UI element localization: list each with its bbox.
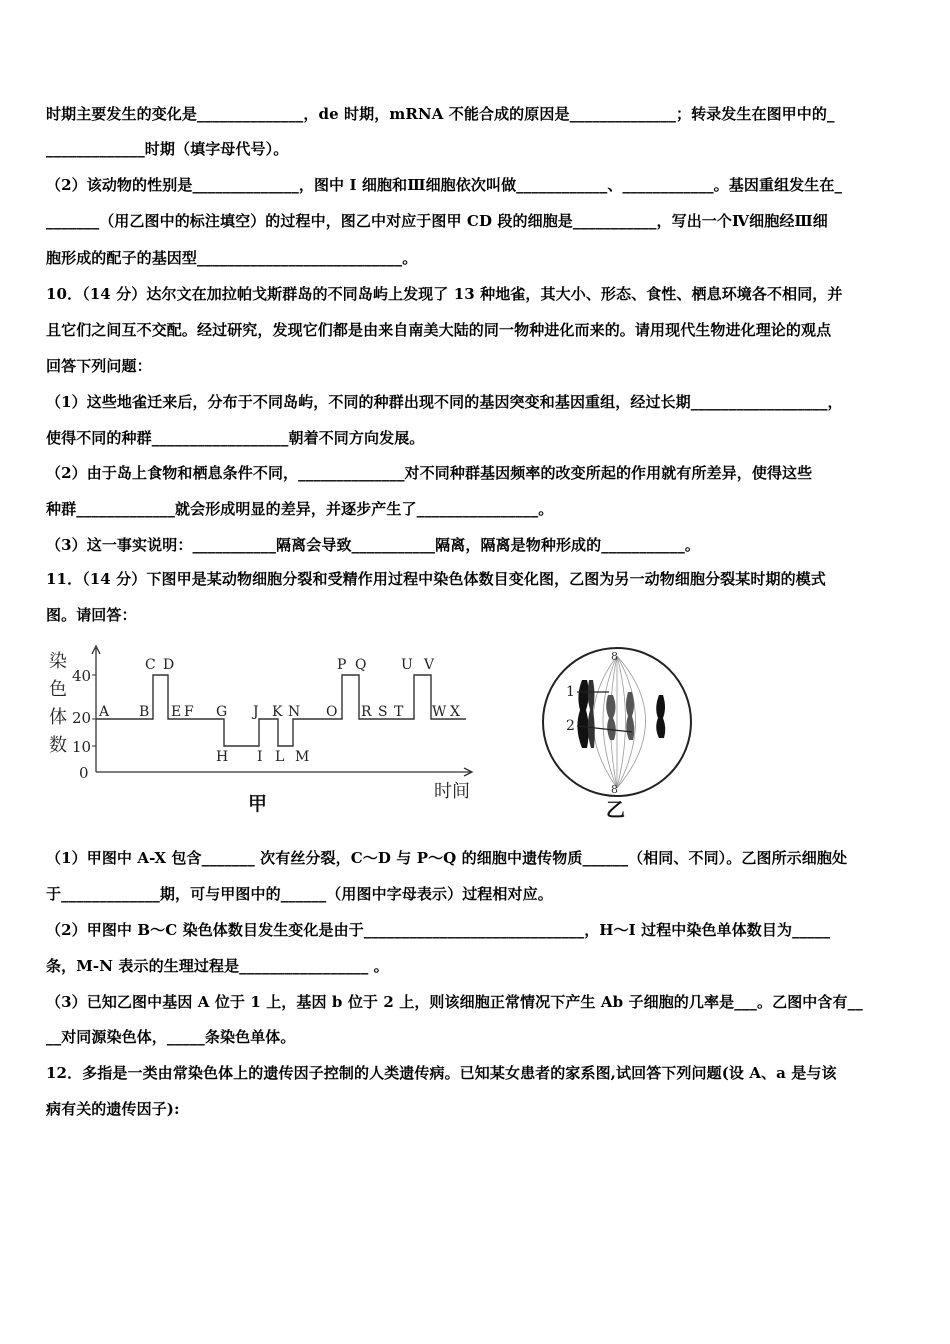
ylabel-char: 数 xyxy=(49,735,67,756)
caption-jia: 甲 xyxy=(248,793,268,815)
point-label: O xyxy=(326,704,338,720)
point-label: J xyxy=(253,704,259,720)
text-line: （3）已知乙图中基因 A 位于 1 上，基因 b 位于 2 上，则该细胞正常情况下产生 Ab 子细胞的几率是___。乙图中含有__ xyxy=(46,993,863,1011)
text-line: 于_____________期，可与甲图中的______（用图中字母表示）过程相对应。 xyxy=(46,885,553,903)
xlabel: 时间 xyxy=(434,781,470,802)
point-label: M xyxy=(295,749,310,765)
point-label: A xyxy=(99,704,110,720)
text-line: （2）该动物的性别是______________，图中 Ⅰ 细胞和Ⅲ细胞依次叫做____________、____________。基因重组发生在_ xyxy=(46,176,843,194)
ytick: 40 xyxy=(72,667,92,685)
point-label: C xyxy=(145,657,156,673)
point-label: H xyxy=(216,749,229,765)
ytick: 10 xyxy=(72,738,92,756)
text-line: （1）这些地雀迁来后，分布于不同岛屿，不同的种群出现不同的基因突变和基因重组，经过长期__________________， xyxy=(46,393,843,411)
text-line: _______（用乙图中的标注填空）的过程中，图乙中对应于图甲 CD 段的细胞是___________，写出一个Ⅳ细胞经Ⅲ细 xyxy=(46,212,828,230)
text-line: 条，M-N 表示的生理过程是_________________ 。 xyxy=(46,957,389,975)
text-line: 使得不同的种群__________________朝着不同方向发展。 xyxy=(46,429,425,447)
question-10: 10．（14 分）达尔文在加拉帕戈斯群岛的不同岛屿上发现了 13 种地雀，其大小、形态、食性、栖息环境各不相同，并 xyxy=(46,285,843,303)
point-label: W xyxy=(432,704,447,720)
text-line: （2）甲图中 B～C 染色体数目发生变化是由于_____________________________，H～I 过程中染色单体数目为_____ xyxy=(46,921,831,939)
point-label: I xyxy=(257,749,263,765)
point-label: K xyxy=(272,704,283,720)
text-line: 图。请回答： xyxy=(46,606,137,624)
text-line: （2）由于岛上食物和栖息条件不同，______________对不同种群基因频率的改变所起的作用就有所差异，使得这些 xyxy=(46,464,813,482)
point-label: F xyxy=(184,704,194,720)
centrosome-top: 8 xyxy=(611,650,618,663)
point-label: N xyxy=(288,704,301,720)
text-line: __对同源染色体，_____条染色单体。 xyxy=(46,1028,296,1046)
cell-division-diagram xyxy=(514,640,704,825)
figure-area xyxy=(46,640,908,825)
caption-yi: 乙 xyxy=(606,799,626,821)
text-line: 胞形成的配子的基因型___________________________。 xyxy=(46,249,418,267)
ytick: 20 xyxy=(72,709,92,727)
chromosome-count-chart xyxy=(46,640,486,825)
text-line: （1）甲图中 A-X 包含_______ 次有丝分裂，C～D 与 P～Q 的细胞中遗传物质______（相同、不同）。乙图所示细胞处 xyxy=(46,849,848,867)
question-12: 12．多指是一类由常染色体上的遗传因子控制的人类遗传病。已知某女患者的家系图,试回答下列问题(设 A、a 是与该 xyxy=(46,1064,837,1082)
point-label: D xyxy=(163,657,175,673)
point-label: L xyxy=(275,749,285,765)
text-line: （3）这一事实说明：___________隔离会导致___________隔离，隔离是物种形成的___________。 xyxy=(46,536,700,554)
label-2: 2 xyxy=(566,718,575,734)
text-line: 病有关的遗传因子): xyxy=(46,1100,180,1118)
text-line: 回答下列问题： xyxy=(46,357,152,375)
question-11: 11．（14 分）下图甲是某动物细胞分裂和受精作用过程中染色体数目变化图，乙图为另一动物细胞分裂某时期的模式 xyxy=(46,570,826,588)
spindle-fibers xyxy=(593,656,646,788)
point-label: S xyxy=(378,704,388,720)
chromosomes xyxy=(577,680,665,748)
ylabel-char: 染 xyxy=(49,651,67,672)
point-label: Q xyxy=(355,657,367,673)
text-line: _____________时期（填字母代号）。 xyxy=(46,140,289,158)
text-line: 且它们之间互不交配。经过研究，发现它们都是由来自南美大陆的同一物种进化而来的。请用现代生物进化理论的观点 xyxy=(46,321,832,339)
label-1: 1 xyxy=(566,684,575,700)
ylabel-char: 色 xyxy=(49,679,67,700)
point-label: T xyxy=(394,704,404,720)
point-label: E xyxy=(171,704,182,720)
point-label: P xyxy=(337,657,347,673)
point-label: V xyxy=(424,657,435,673)
centrosome-bottom: 8 xyxy=(611,783,618,796)
text-line: 种群_____________就会形成明显的差异，并逐步产生了________________。 xyxy=(46,500,554,518)
point-label: B xyxy=(139,704,150,720)
text-line: 时期主要发生的变化是______________，de 时期，mRNA 不能合成的原因是______________；转录发生在图甲中的_ xyxy=(46,105,835,123)
ylabel-char: 体 xyxy=(49,707,67,728)
ytick: 0 xyxy=(79,764,89,782)
point-label: G xyxy=(216,704,228,720)
point-label: X xyxy=(450,704,460,720)
point-label: R xyxy=(361,704,372,720)
point-label: U xyxy=(401,657,413,673)
